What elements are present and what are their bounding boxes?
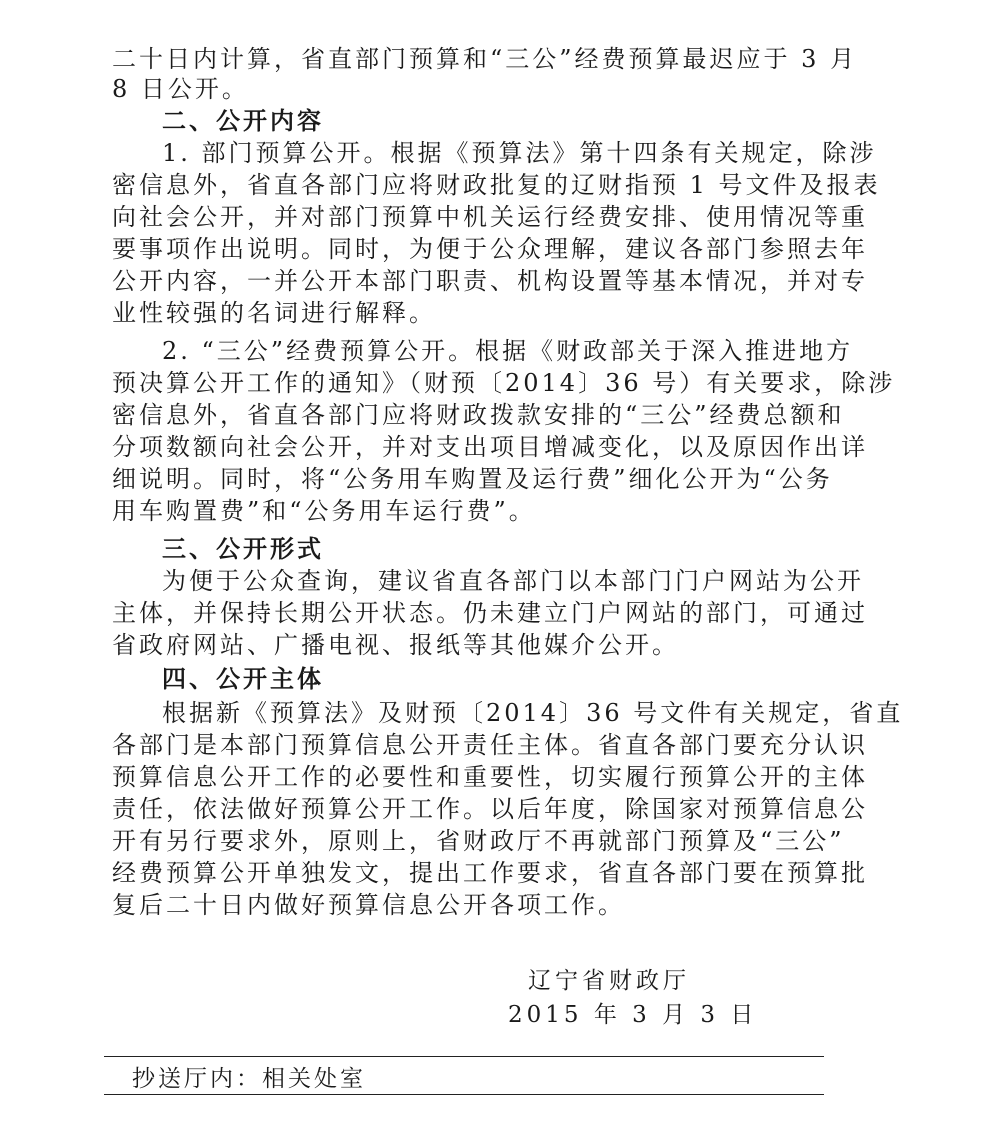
section-heading-content: 二、公开内容 [162,106,324,135]
body-line: 密信息外，省直各部门应将财政批复的辽财指预 1 号文件及报表 [112,171,881,199]
body-line: 为便于公众查询，建议省直各部门以本部门门户网站为公开 [162,567,864,595]
body-line: 根据新《预算法》及财预〔2014〕36 号文件有关规定，省直 [162,699,904,727]
body-line: 密信息外，省直各部门应将财政拨款安排的“三公”经费总额和 [112,401,845,429]
body-line: 复后二十日内做好预算信息公开各项工作。 [112,891,625,919]
body-line: 8 日公开。 [112,75,249,103]
body-line: 主体，并保持长期公开状态。仍未建立门户网站的部门，可通过 [112,599,868,627]
body-line: 预算信息公开工作的必要性和重要性，切实履行预算公开的主体 [112,763,868,791]
body-line: 责任，依法做好预算公开工作。以后年度，除国家对预算信息公 [112,795,868,823]
body-line: 1. 部门预算公开。根据《预算法》第十四条有关规定，除涉 [162,139,877,167]
body-line: 用车购置费”和“公务用车运行费”。 [112,497,536,525]
body-line: 要事项作出说明。同时，为便于公众理解，建议各部门参照去年 [112,235,868,263]
signature-org: 辽宁省财政厅 [528,968,690,994]
body-line: 二十日内计算，省直部门预算和“三公”经费预算最迟应于 3 月 [112,45,858,73]
body-line: 业性较强的名词进行解释。 [112,299,436,327]
body-line: 2. “三公”经费预算公开。根据《财政部关于深入推进地方 [162,337,854,365]
signature-date: 2015 年 3 月 3 日 [508,1002,758,1028]
cc-bottom-rule [104,1094,824,1095]
body-line: 分项数额向社会公开，并对支出项目增减变化，以及原因作出详 [112,433,868,461]
cc-line: 抄送厅内：相关处室 [132,1066,366,1092]
body-line: 细说明。同时，将“公务用车购置及运行费”细化公开为“公务 [112,465,833,493]
body-line: 开有另行要求外，原则上，省财政厅不再就部门预算及“三公” [112,827,845,855]
section-heading-subject: 四、公开主体 [162,664,324,693]
body-line: 各部门是本部门预算信息公开责任主体。省直各部门要充分认识 [112,731,868,759]
body-line: 预决算公开工作的通知》（财预〔2014〕36 号）有关要求，除涉 [112,369,896,397]
body-line: 经费预算公开单独发文，提出工作要求，省直各部门要在预算批 [112,859,868,887]
body-line: 公开内容，一并公开本部门职责、机构设置等基本情况，并对专 [112,267,868,295]
section-heading-form: 三、公开形式 [162,534,324,563]
body-line: 向社会公开，并对部门预算中机关运行经费安排、使用情况等重 [112,203,868,231]
body-line: 省政府网站、广播电视、报纸等其他媒介公开。 [112,631,679,659]
cc-top-rule [104,1056,824,1057]
